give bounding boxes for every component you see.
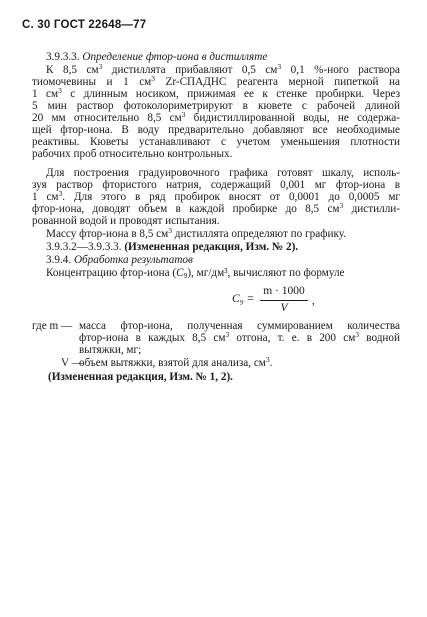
paragraph-line: щей фтор-иона. В воду предварительно добавляют все необходимые — [32, 124, 400, 136]
where-m-line: вытяжки, мг; — [79, 344, 142, 356]
paragraph-line: реактивы. Кюветы устанавливают с учетом уменьшения плотности — [32, 136, 400, 148]
formula-lhs: C₉ = — [232, 293, 255, 305]
formula-c9 — [232, 283, 322, 317]
paragraph-line: фтор-иона, доводят объем в каждой пробирке до 8,5 $см^3$ дистилли- — [32, 201, 400, 215]
concentration-sentence: Концентрацию фтор-иона $(C_9)$, мг/дм³, вычисляют по формуле — [46, 267, 345, 280]
paragraph-line: тиомочевины и 1 $см^3$ Zr-СПАДНС реагента мерной пипеткой на — [32, 74, 400, 88]
section-394-title: Обработка результатов — [73, 254, 193, 266]
paragraph-line: К 8,5 $см^3$ дистиллята прибавляют 0,5 $см^3$ 0,1 %-ного раствора — [46, 62, 400, 76]
amendment-text: (Измененная редакция, Изм. № 2). — [124, 241, 299, 253]
where-m-label: где m — — [32, 320, 73, 332]
superscript-3: 3 — [151, 74, 155, 83]
where-m-line: масса фтор-иона, полученная суммированием количества — [79, 320, 400, 332]
superscript-3: 3 — [181, 110, 186, 119]
paragraph-line: рабочих проб относительно контрольных. — [32, 148, 233, 160]
amendment-range: 3.9.3.2—3.9.3.3. — [46, 241, 122, 253]
paragraph-line: 1 $см^3$ с длинным носиком, прижимая ее к стенке пробирки. Через — [32, 86, 400, 100]
superscript-3: 3 — [58, 189, 63, 198]
paragraph-line: 20 мм относительно 8,5 $см^3$ бидистиллированной воды, не содержа- — [32, 110, 400, 124]
amendment-note-2: (Измененная редакция, Изм. № 1, 2). — [48, 371, 233, 383]
paragraph-line: 5 мин раствор фотоколориметрируют в кювете с рабочей длиной — [32, 100, 400, 112]
paragraph-line: рованной водой и проводят испытания. — [32, 215, 220, 227]
superscript-3: 3 — [58, 86, 62, 95]
formula-comma: , — [312, 295, 315, 307]
superscript-3: 3 — [225, 330, 230, 339]
page-header: С. 30 ГОСТ 22648—77 — [22, 19, 147, 31]
section-3933-number: 3.9.3.3. — [46, 51, 80, 63]
paragraph-line: 1 $см^3$. Для этого в ряд пробирок вносят от 0,0001 до 0,0005 мг — [32, 189, 400, 203]
superscript-3: 3 — [277, 62, 282, 71]
superscript-3: 3 — [265, 355, 270, 364]
paragraph-line: Массу фтор-иона в 8,5 $см^3$ дистиллята определяют по графику. — [46, 226, 346, 240]
superscript-3: 3 — [168, 226, 172, 235]
superscript-3: 3 — [98, 62, 103, 71]
fraction-bar — [260, 300, 308, 301]
section-394-number: 3.9.4. — [46, 254, 72, 266]
formula-denominator: V — [280, 302, 288, 314]
where-v-line: объем вытяжки, взятой для анализа, $см^3$. — [79, 355, 273, 369]
section-3933-title: Определение фтор-иона в дистилляте — [82, 51, 268, 63]
paragraph-line: зуя раствор фтористого натрия, содержащий 0,001 мг фтор-иона в — [32, 179, 400, 191]
formula-numerator: m · 1000 — [263, 285, 305, 297]
superscript-3: 3 — [339, 201, 344, 210]
where-v-label: V — — [61, 357, 83, 369]
superscript-3: 3 — [355, 330, 360, 339]
amendment-note-1 — [46, 241, 400, 253]
where-m-line: фтор-иона в каждых 8,5 $см^3$ отгона, т. е. в 200 $см^3$ водной — [79, 330, 400, 344]
paragraph-line: Для построения градуировочного графика готовят шкалу, исполь- — [46, 167, 400, 179]
section-394-heading — [46, 254, 400, 266]
